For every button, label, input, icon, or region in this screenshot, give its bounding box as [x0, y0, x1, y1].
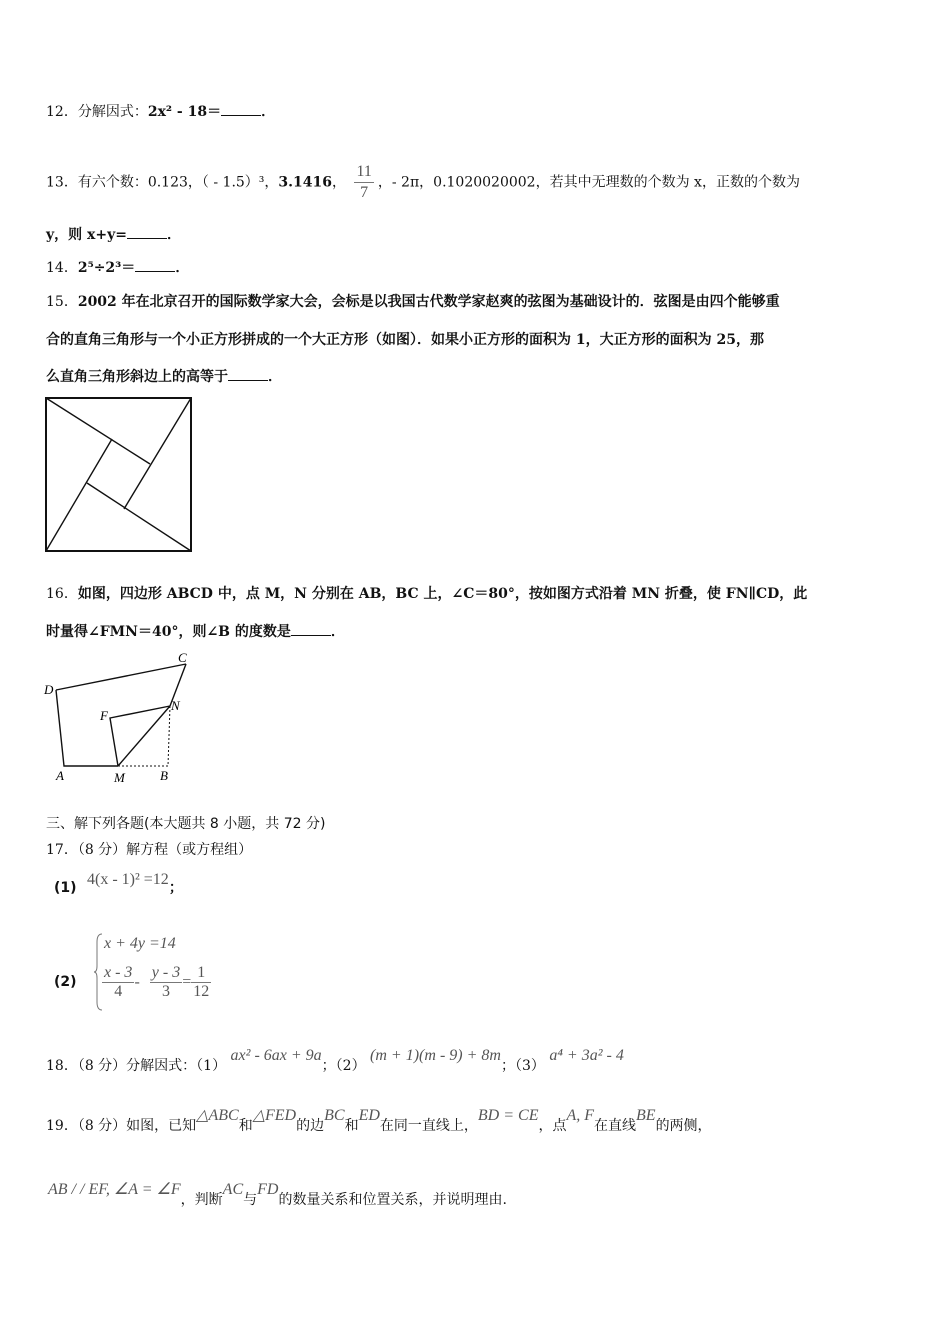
question-15-line1	[46, 292, 780, 312]
q13-rest: ，- 2π，0.1020020002，若其中无理数的个数为 x，正数的个数为	[377, 174, 800, 191]
q19-judge: ，判断	[180, 1192, 223, 1208]
q17-eq1: x + 4y =14	[104, 935, 176, 952]
q19-with: 与	[243, 1192, 258, 1208]
q16-number: 16．	[46, 586, 78, 602]
q19-both-sides: 的两侧，	[655, 1118, 712, 1134]
q19-ed: ED	[358, 1107, 380, 1124]
q19-fd: FD	[257, 1181, 279, 1198]
q18-expression-3: a⁴ + 3a² - 4	[549, 1047, 624, 1064]
q19-bd-ce: BD = CE	[477, 1107, 539, 1124]
label-n: N	[171, 698, 180, 713]
q15-end: ．	[268, 369, 282, 385]
q13-sep: ，	[332, 174, 347, 191]
quadrilateral-diagram	[40, 648, 200, 788]
q17-equals: =	[182, 973, 192, 991]
q17-part1-expression: 4(x - 1)² =12	[87, 871, 169, 888]
q13-line2-text: y，则 x+y=	[46, 227, 127, 243]
q12-answer-blank[interactable]	[221, 103, 261, 116]
q19-ac: AC	[222, 1181, 244, 1198]
q12-end: ．	[261, 104, 276, 120]
label-d: D	[44, 682, 54, 697]
q18-sep-1: ；（2）	[321, 1058, 366, 1074]
q17-part2-label: (2)	[54, 974, 77, 990]
q17-part2	[54, 972, 77, 992]
q17-frac3-denominator: 12	[193, 983, 210, 1000]
q19-a-f: A, F	[566, 1107, 595, 1124]
question-13-line2	[46, 225, 181, 245]
question-13	[46, 162, 800, 203]
quadrilateral-outline	[56, 690, 118, 766]
q13-lead: 有六个数：0.123，（ - 1.5）³，	[77, 174, 279, 191]
q18-expression-2: (m + 1)(m - 9) + 8m	[370, 1047, 501, 1064]
q16-line1-text: 如图，四边形 ABCD 中，点 M，N 分别在 AB，BC 上，∠C＝80°，按如图方式沿着 MN 折叠，使 FN∥CD，此	[77, 586, 808, 602]
label-f: F	[100, 708, 108, 723]
q14-expression: 2⁵÷2³＝	[77, 260, 136, 276]
question-16-line2	[46, 622, 345, 642]
q13-fraction-numerator: 11	[354, 162, 373, 183]
q19-and-2: 和	[344, 1118, 359, 1134]
triangle-edge-4	[46, 439, 112, 551]
q15-line2-text: 合的直角三角形与一个小正方形拼成的一个大正方形（如图）．如果小正方形的面积为 1，大正方形的面积为 25，那	[46, 332, 764, 348]
question-18	[46, 1047, 624, 1076]
q15-line1-text: 2002 年在北京召开的国际数学家大会，会标是以我国古代数学家赵爽的弦图为基础设计的．弦图是由四个能够重	[77, 294, 780, 310]
q15-answer-blank[interactable]	[228, 368, 268, 381]
q13-fraction-denominator: 7	[360, 184, 369, 201]
triangle-edge-3	[87, 483, 191, 551]
q18-sep-2: ；（3）	[500, 1058, 545, 1074]
folded-triangle	[110, 706, 170, 766]
q17-part1-end: ；	[168, 880, 183, 896]
chord-diagram	[44, 396, 194, 554]
q17-part1	[54, 871, 183, 898]
question-15-line2	[46, 330, 764, 350]
q19-triangle-abc: △ABC	[196, 1107, 239, 1124]
q19-same-line: 在同一直线上，	[379, 1118, 478, 1134]
q19-be: BE	[636, 1107, 656, 1124]
question-15-line3	[46, 367, 282, 387]
q12-text: 分解因式：	[77, 104, 148, 120]
label-m: M	[114, 770, 125, 785]
question-16-line1	[46, 584, 807, 604]
label-b: B	[160, 768, 168, 783]
q17-frac2-numerator: y - 3	[151, 964, 181, 981]
section-3-heading	[46, 814, 325, 834]
q17-frac2-denominator: 3	[161, 983, 170, 1000]
question-17-heading	[46, 840, 252, 860]
q17-frac1	[102, 964, 134, 1001]
q17-head: 17．（8 分）解方程（或方程组）	[46, 842, 253, 858]
outer-square	[46, 398, 191, 551]
q17-frac2	[150, 964, 182, 1001]
q14-number: 14．	[46, 260, 78, 276]
section-3-text: 三、解下列各题(本大题共 8 小题，共 72 分)	[46, 816, 326, 832]
q13-fraction	[354, 162, 373, 203]
q19-head: 19．（8 分）如图，已知	[46, 1118, 197, 1134]
q19-edge-word: 的边	[296, 1118, 325, 1134]
q19-relation: 的数量关系和位置关系，并说明理由.	[278, 1192, 507, 1208]
q17-system-eq1	[104, 934, 176, 954]
q15-number: 15．	[46, 294, 78, 310]
question-19-line1	[46, 1107, 712, 1136]
question-19-line2	[48, 1181, 507, 1210]
q14-end: ．	[175, 260, 190, 276]
label-a: A	[56, 768, 64, 783]
q18-head: 18．（8 分）分解因式：（1）	[46, 1058, 227, 1074]
edge-dc	[56, 664, 186, 690]
q19-on-line: 在直线	[594, 1118, 637, 1134]
q12-expression: 2x² - 18＝	[147, 104, 222, 120]
q17-frac1-numerator: x - 3	[104, 964, 133, 981]
q19-bc: BC	[324, 1107, 345, 1124]
q13-number: 13．	[46, 174, 78, 191]
q13-bold-number: 3.1416	[278, 174, 333, 191]
q13-answer-blank[interactable]	[127, 226, 167, 239]
q12-number: 12．	[46, 104, 78, 120]
q14-answer-blank[interactable]	[135, 259, 175, 272]
q16-line2-text: 时量得∠FMN＝40°，则∠B 的度数是	[46, 624, 291, 640]
q17-part1-label: (1)	[54, 880, 77, 896]
q16-end: ．	[330, 624, 345, 640]
question-14	[46, 258, 189, 278]
q17-minus: -	[134, 973, 140, 991]
dashed-nb	[168, 706, 170, 766]
q17-frac3-numerator: 1	[191, 964, 211, 983]
q19-triangle-fed: △FED	[252, 1107, 297, 1124]
q17-system-eq2	[102, 964, 211, 1001]
q17-frac3	[191, 964, 211, 1001]
q19-point: ，点	[538, 1118, 567, 1134]
q17-frac1-denominator: 4	[114, 983, 123, 1000]
question-12	[46, 102, 275, 122]
triangle-edge-1	[46, 398, 150, 464]
q13-end: ．	[166, 227, 181, 243]
q18-expression-1: ax² - 6ax + 9a	[230, 1047, 322, 1064]
q15-line3-text: 么直角三角形斜边上的高等于	[46, 369, 228, 385]
q16-answer-blank[interactable]	[291, 623, 331, 636]
label-c: C	[178, 650, 187, 665]
q19-and-1: 和	[238, 1118, 253, 1134]
q19-parallel-angles: AB / / EF, ∠A = ∠F	[48, 1181, 181, 1198]
